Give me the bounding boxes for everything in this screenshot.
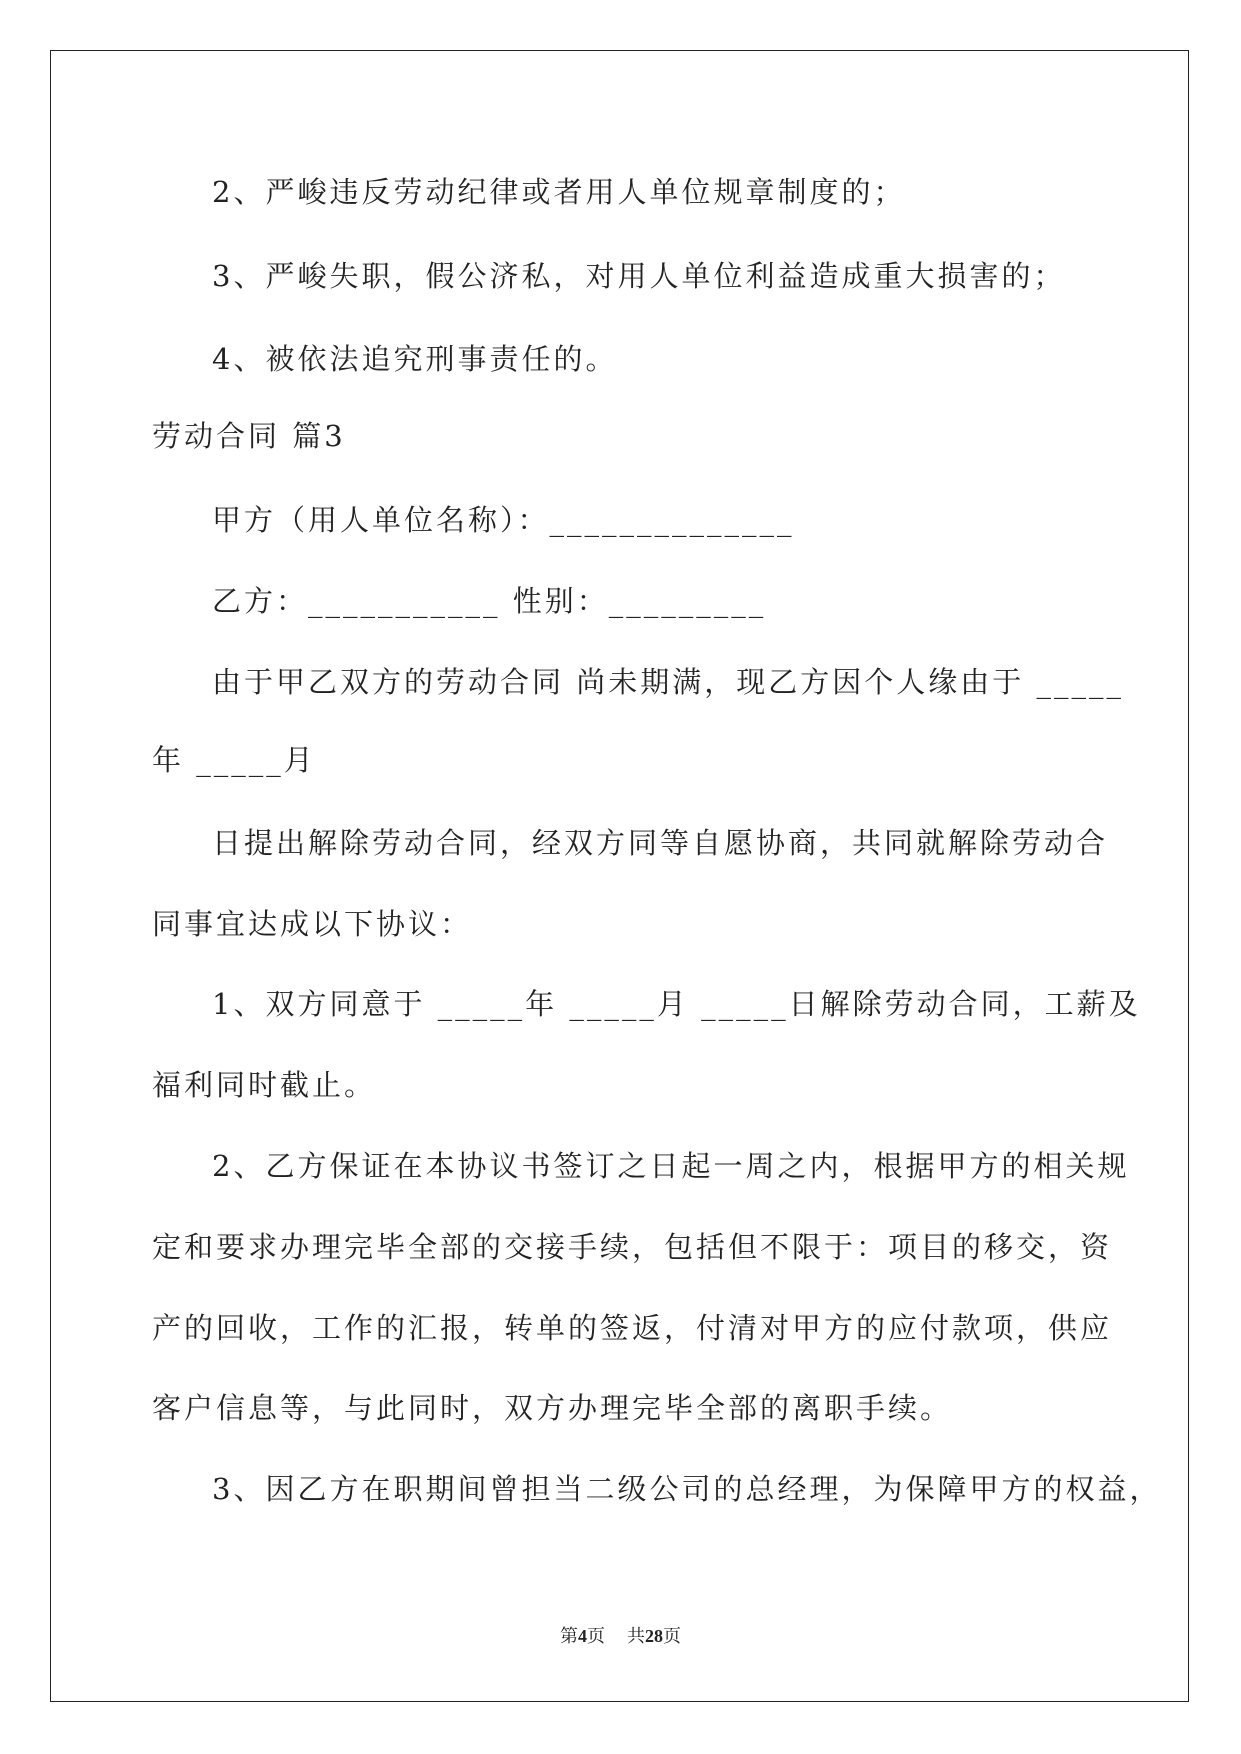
total-suffix: 页 [663, 1626, 681, 1646]
text-line: 福利同时截止。 [152, 1068, 377, 1102]
text-line: 日提出解除劳动合同，经双方同等自愿协商，共同就解除劳动合 [212, 826, 1109, 860]
text-line: 同事宜达成以下协议： [152, 907, 473, 941]
text-line: 2、严峻违反劳动纪律或者用人单位规章制度的； [212, 175, 906, 209]
page-suffix: 页 [587, 1626, 605, 1646]
text-line: 1、双方同意于 _____年 _____月 _____日解除劳动合同，工薪及 [212, 987, 1141, 1021]
text-line: 定和要求办理完毕全部的交接手续，包括但不限于：项目的移交，资 [152, 1230, 1113, 1264]
text-line: 由于甲乙双方的劳动合同 尚未期满，现乙方因个人缘由于 _____ [212, 665, 1124, 699]
text-line: 年 _____月 [152, 743, 316, 777]
total-pages: 28 [645, 1626, 663, 1646]
text-line: 3、严峻失职，假公济私，对用人单位利益造成重大损害的； [212, 259, 1066, 293]
text-line: 产的回收，工作的汇报，转单的签返，付清对甲方的应付款项，供应 [152, 1311, 1113, 1345]
text-line: 3、因乙方在职期间曾担当二级公司的总经理，为保障甲方的权益， [212, 1472, 1162, 1506]
page-prefix: 第 [560, 1626, 578, 1646]
page-footer [0, 1622, 1241, 1648]
text-line: 2、乙方保证在本协议书签订之日起一周之内，根据甲方的相关规 [212, 1149, 1130, 1183]
text-line: 客户信息等，与此同时，双方办理完毕全部的离职手续。 [152, 1391, 953, 1425]
page-number: 4 [578, 1626, 587, 1646]
section-heading: 劳动合同 篇3 [152, 419, 346, 453]
text-line: 甲方（用人单位名称）：______________ [212, 503, 795, 537]
text-line: 乙方：___________ 性别：_________ [212, 584, 767, 618]
text-line: 4、被依法追究刑事责任的。 [212, 342, 618, 376]
total-prefix: 共 [627, 1626, 645, 1646]
